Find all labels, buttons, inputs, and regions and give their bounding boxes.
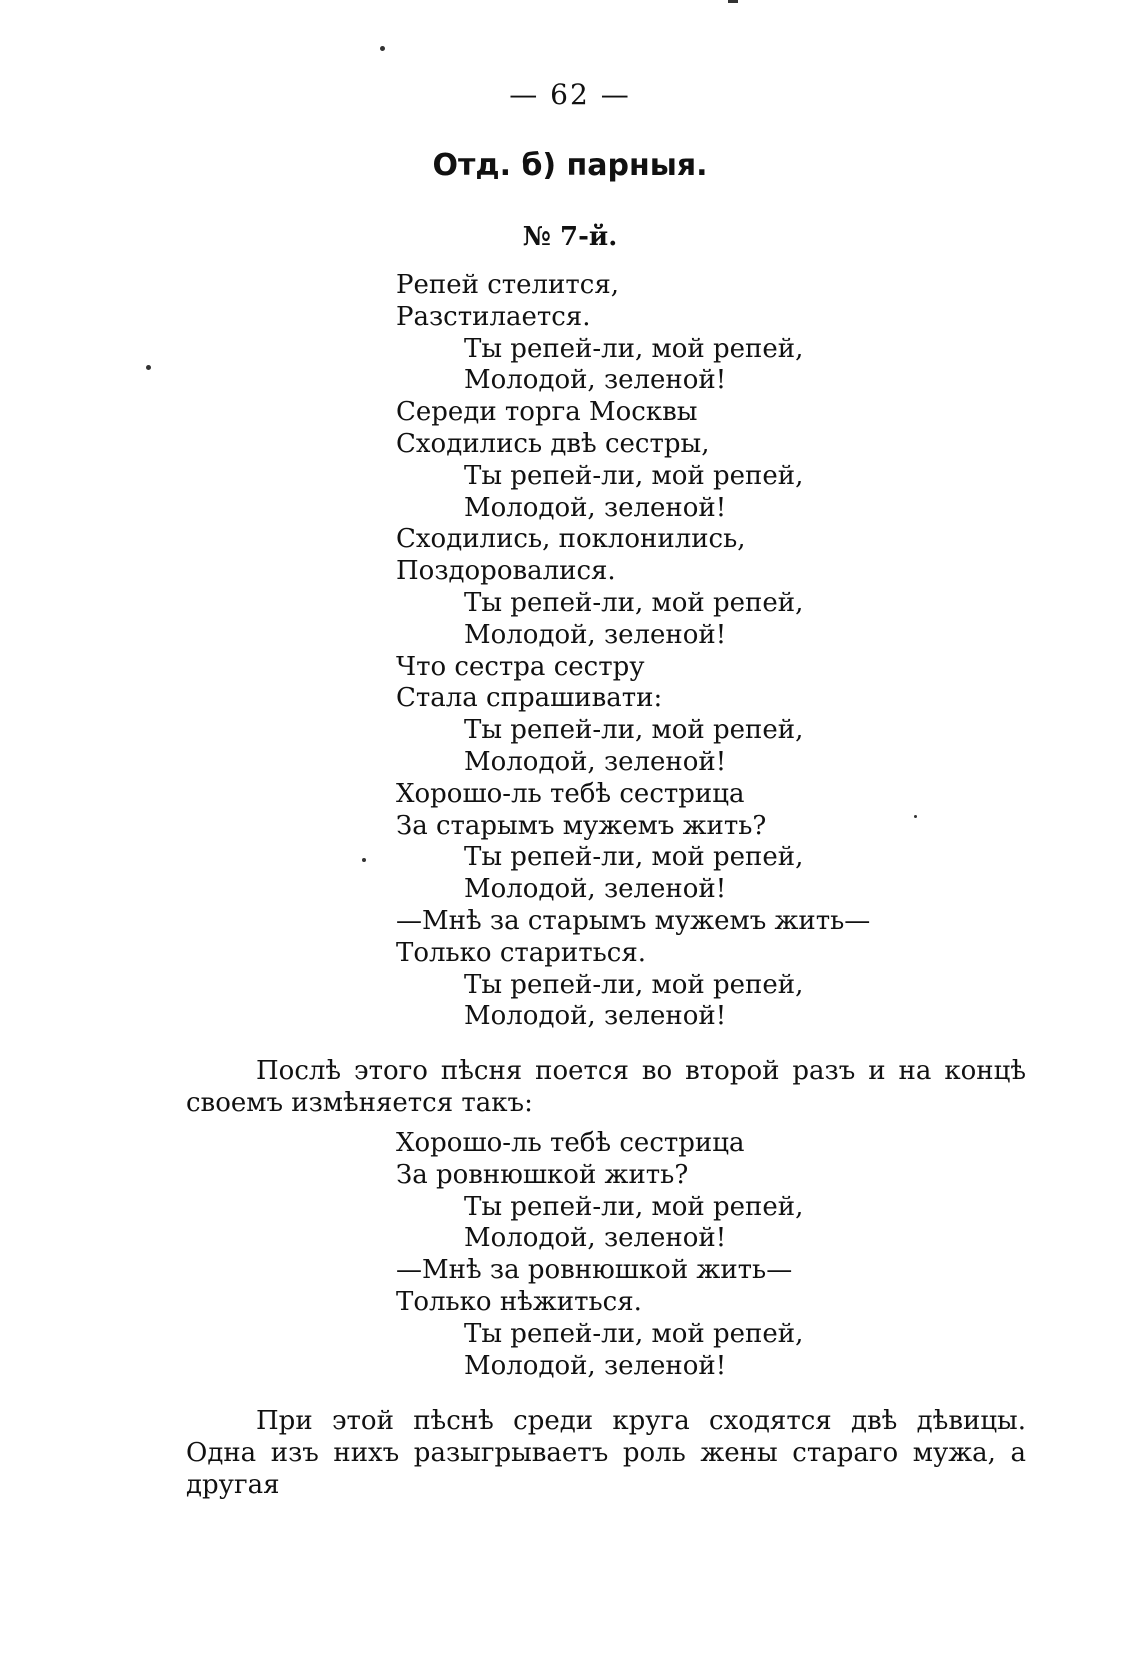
- verse-refrain-line: Ты репей-ли, мой репей,: [464, 1318, 804, 1349]
- verse-line: За старымъ мужемъ жить?: [396, 810, 767, 841]
- verse-line: Сходились, поклонились,: [396, 524, 746, 555]
- verse-refrain-line: Ты репей-ли, мой репей,: [464, 715, 804, 746]
- verse-line: Стала спрашивати:: [396, 683, 663, 714]
- verse-line: Только нѣжиться.: [396, 1286, 642, 1317]
- verse-line: Разстилается.: [396, 301, 591, 332]
- prose-paragraph-variation: Послѣ этого пѣсня поется во второй разъ и на концѣ своемъ измѣняется такъ:: [186, 1056, 1026, 1118]
- verse-refrain-line: Молодой, зеленой!: [464, 365, 727, 396]
- section-title: Отд. б) парныя.: [432, 148, 708, 183]
- verse-line: За ровнюшкой жить?: [396, 1159, 689, 1190]
- song-verse-main: [396, 270, 870, 1033]
- verse-refrain-line: Ты репей-ли, мой репей,: [464, 1191, 804, 1222]
- verse-refrain-line: Молодой, зеленой!: [464, 1223, 727, 1254]
- verse-line: —Мнѣ за ровнюшкой жить—: [396, 1255, 793, 1286]
- verse-line: Репей стелится,: [396, 270, 619, 300]
- verse-line: Середи торга Москвы: [396, 397, 698, 428]
- verse-refrain-line: Молодой, зеленой!: [464, 1350, 727, 1381]
- verse-line: —Мнѣ за старымъ мужемъ жить—: [396, 905, 871, 936]
- verse-line: Хорошо-ль тебѣ сестрица: [396, 1128, 745, 1158]
- verse-refrain-line: Молодой, зеленой!: [464, 1001, 727, 1032]
- scan-speck: [380, 46, 385, 51]
- verse-line: Хорошо-ль тебѣ сестрица: [396, 778, 745, 809]
- prose-paragraph-performance: При этой пѣснѣ среди круга сходятся двѣ дѣвицы. Одна изъ нихъ разыгрываетъ роль жены стараго мужа, а другая: [186, 1406, 1026, 1500]
- scan-speck: [914, 815, 917, 818]
- verse-refrain-line: Молодой, зеленой!: [464, 492, 727, 523]
- verse-refrain-line: Ты репей-ли, мой репей,: [464, 587, 804, 618]
- scan-speck: [728, 0, 738, 3]
- verse-refrain-line: Молодой, зеленой!: [464, 874, 727, 905]
- song-number: № 7-й.: [522, 222, 618, 252]
- page-number: — 62 —: [509, 78, 631, 111]
- verse-line: Только стариться.: [396, 937, 647, 968]
- verse-line: Что сестра сестру: [396, 651, 645, 682]
- song-verse-variation: [396, 1128, 803, 1382]
- scan-speck: [362, 858, 366, 862]
- verse-refrain-line: Ты репей-ли, мой репей,: [464, 460, 804, 491]
- verse-refrain-line: Молодой, зеленой!: [464, 619, 727, 650]
- verse-refrain-line: Молодой, зеленой!: [464, 746, 727, 777]
- verse-refrain-line: Ты репей-ли, мой репей,: [464, 333, 804, 364]
- verse-line: Поздоровалися.: [396, 556, 616, 587]
- verse-refrain-line: Ты репей-ли, мой репей,: [464, 842, 804, 873]
- scan-speck: [146, 365, 151, 370]
- verse-line: Сходились двѣ сестры,: [396, 428, 710, 459]
- verse-refrain-line: Ты репей-ли, мой репей,: [464, 969, 804, 1000]
